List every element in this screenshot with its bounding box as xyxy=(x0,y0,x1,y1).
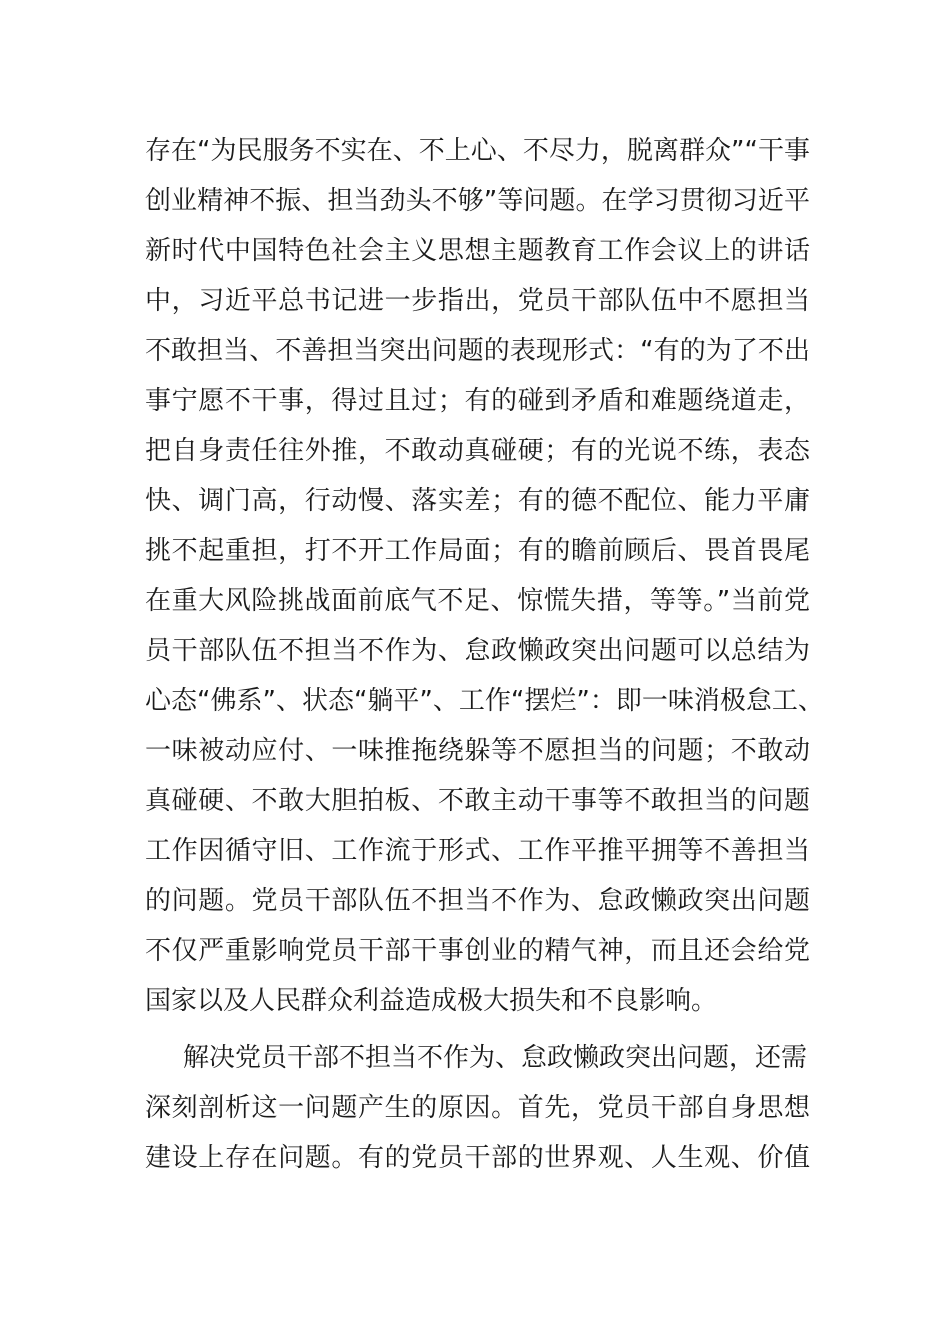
paragraph-line: 在重大风险挑战面前底气不足、惊慌失措，等等。”当前党 xyxy=(145,586,810,616)
paragraph-line: 深刻剖析这一问题产生的原因。首先，党员干部自身思想 xyxy=(145,1093,810,1123)
paragraph-line: 心态“佛系”、状态“躺平”、工作“摆烂”：即一味消极怠工、 xyxy=(145,686,824,716)
paragraph-line: 国家以及人民群众利益造成极大损失和不良影响。 xyxy=(145,986,718,1016)
paragraph-line: 建设上存在问题。有的党员干部的世界观、人生观、价值 xyxy=(145,1143,810,1173)
paragraph-2 xyxy=(145,1033,810,1183)
paragraph-line: 挑不起重担，打不开工作局面；有的瞻前顾后、畏首畏尾 xyxy=(145,536,810,566)
paragraph-line: 创业精神不振、担当劲头不够”等问题。在学习贯彻习近平 xyxy=(145,186,810,216)
paragraph-line: 一味被动应付、一味推拖绕躲等不愿担当的问题；不敢动 xyxy=(145,736,810,766)
paragraph-1 xyxy=(145,126,824,1026)
paragraph-line: 工作因循守旧、工作流于形式、工作平推平拥等不善担当 xyxy=(145,836,810,866)
paragraph-line: 不敢担当、不善担当突出问题的表现形式：“有的为了不出 xyxy=(145,336,810,366)
paragraph-line: 把自身责任往外推，不敢动真碰硬；有的光说不练，表态 xyxy=(145,436,810,466)
paragraph-line: 员干部队伍不担当不作为、怠政懒政突出问题可以总结为 xyxy=(145,636,810,666)
paragraph-line: 真碰硬、不敢大胆拍板、不敢主动干事等不敢担当的问题 xyxy=(145,786,810,816)
paragraph-line: 的问题。党员干部队伍不担当不作为、怠政懒政突出问题 xyxy=(145,886,810,916)
paragraph-line: 解决党员干部不担当不作为、怠政懒政突出问题，还需 xyxy=(183,1043,808,1073)
paragraph-line: 新时代中国特色社会主义思想主题教育工作会议上的讲话 xyxy=(145,236,810,266)
paragraph-line: 不仅严重影响党员干部干事创业的精气神，而且还会给党 xyxy=(145,936,810,966)
paragraph-line: 快、调门高，行动慢、落实差；有的德不配位、能力平庸 xyxy=(145,486,810,516)
paragraph-line: 事宁愿不干事，得过且过；有的碰到矛盾和难题绕道走， xyxy=(145,386,810,416)
paragraph-line: 存在“为民服务不实在、不上心、不尽力，脱离群众”“干事 xyxy=(145,136,810,166)
paragraph-line: 中，习近平总书记进一步指出，党员干部队伍中不愿担当 xyxy=(145,286,810,316)
